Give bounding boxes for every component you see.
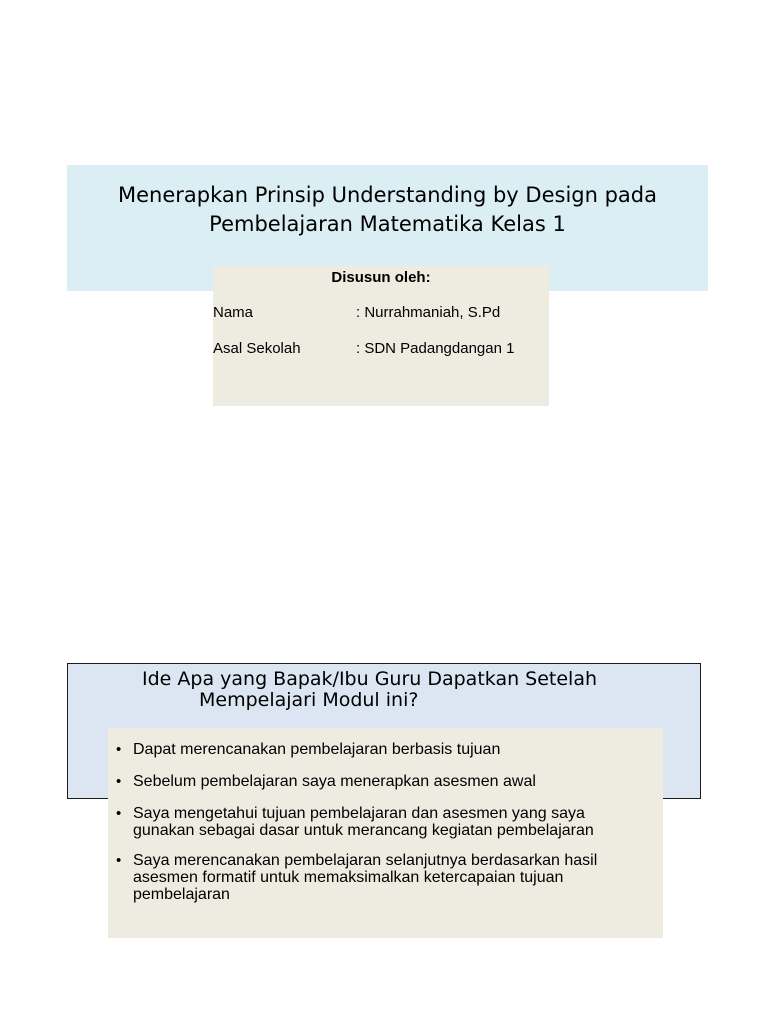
author-value: : SDN Padangdangan 1 bbox=[356, 340, 515, 357]
author-row-sekolah bbox=[213, 340, 549, 360]
list-item bbox=[108, 805, 648, 839]
author-heading: Disusun oleh: bbox=[331, 269, 431, 286]
slide1-title bbox=[67, 181, 708, 239]
author-value: : Nurrahmaniah, S.Pd bbox=[356, 304, 501, 321]
slide2-title-line: Ide Apa yang Bapak/Ibu Guru Dapatkan Setelah bbox=[142, 668, 598, 690]
point-text: Sebelum pembelajaran saya menerapkan asesmen awal bbox=[133, 773, 536, 790]
author-row-nama bbox=[213, 304, 549, 324]
author-info-panel bbox=[213, 266, 549, 406]
point-text: asesmen formatif untuk memaksimalkan ketercapaian tujuan bbox=[133, 869, 564, 886]
bullet-icon: • bbox=[116, 741, 122, 758]
bullet-icon: • bbox=[116, 773, 122, 790]
slide2-title-line: Mempelajari Modul ini? bbox=[199, 689, 419, 711]
list-item bbox=[108, 852, 648, 903]
author-label: Nama bbox=[213, 304, 254, 321]
point-text: Dapat merencanakan pembelajaran berbasis tujuan bbox=[133, 741, 501, 758]
point-text: gunakan sebagai dasar untuk merancang kegiatan pembelajaran bbox=[133, 822, 594, 839]
list-item bbox=[108, 741, 648, 758]
point-text: Saya mengetahui tujuan pembelajaran dan asesmen yang saya bbox=[133, 805, 585, 822]
bullet-icon: • bbox=[116, 805, 122, 822]
point-text: pembelajaran bbox=[133, 886, 230, 903]
point-text: Saya merencanakan pembelajaran selanjutnya berdasarkan hasil bbox=[133, 852, 598, 869]
slide2-title bbox=[142, 669, 662, 711]
reflection-points-panel bbox=[108, 728, 663, 938]
slide1-title-line: Menerapkan Prinsip Understanding by Design pada bbox=[117, 183, 657, 207]
bullet-icon: • bbox=[116, 852, 122, 869]
list-item bbox=[108, 773, 648, 790]
slide1-title-line: Pembelajaran Matematika Kelas 1 bbox=[209, 212, 566, 236]
author-label: Asal Sekolah bbox=[213, 340, 301, 357]
